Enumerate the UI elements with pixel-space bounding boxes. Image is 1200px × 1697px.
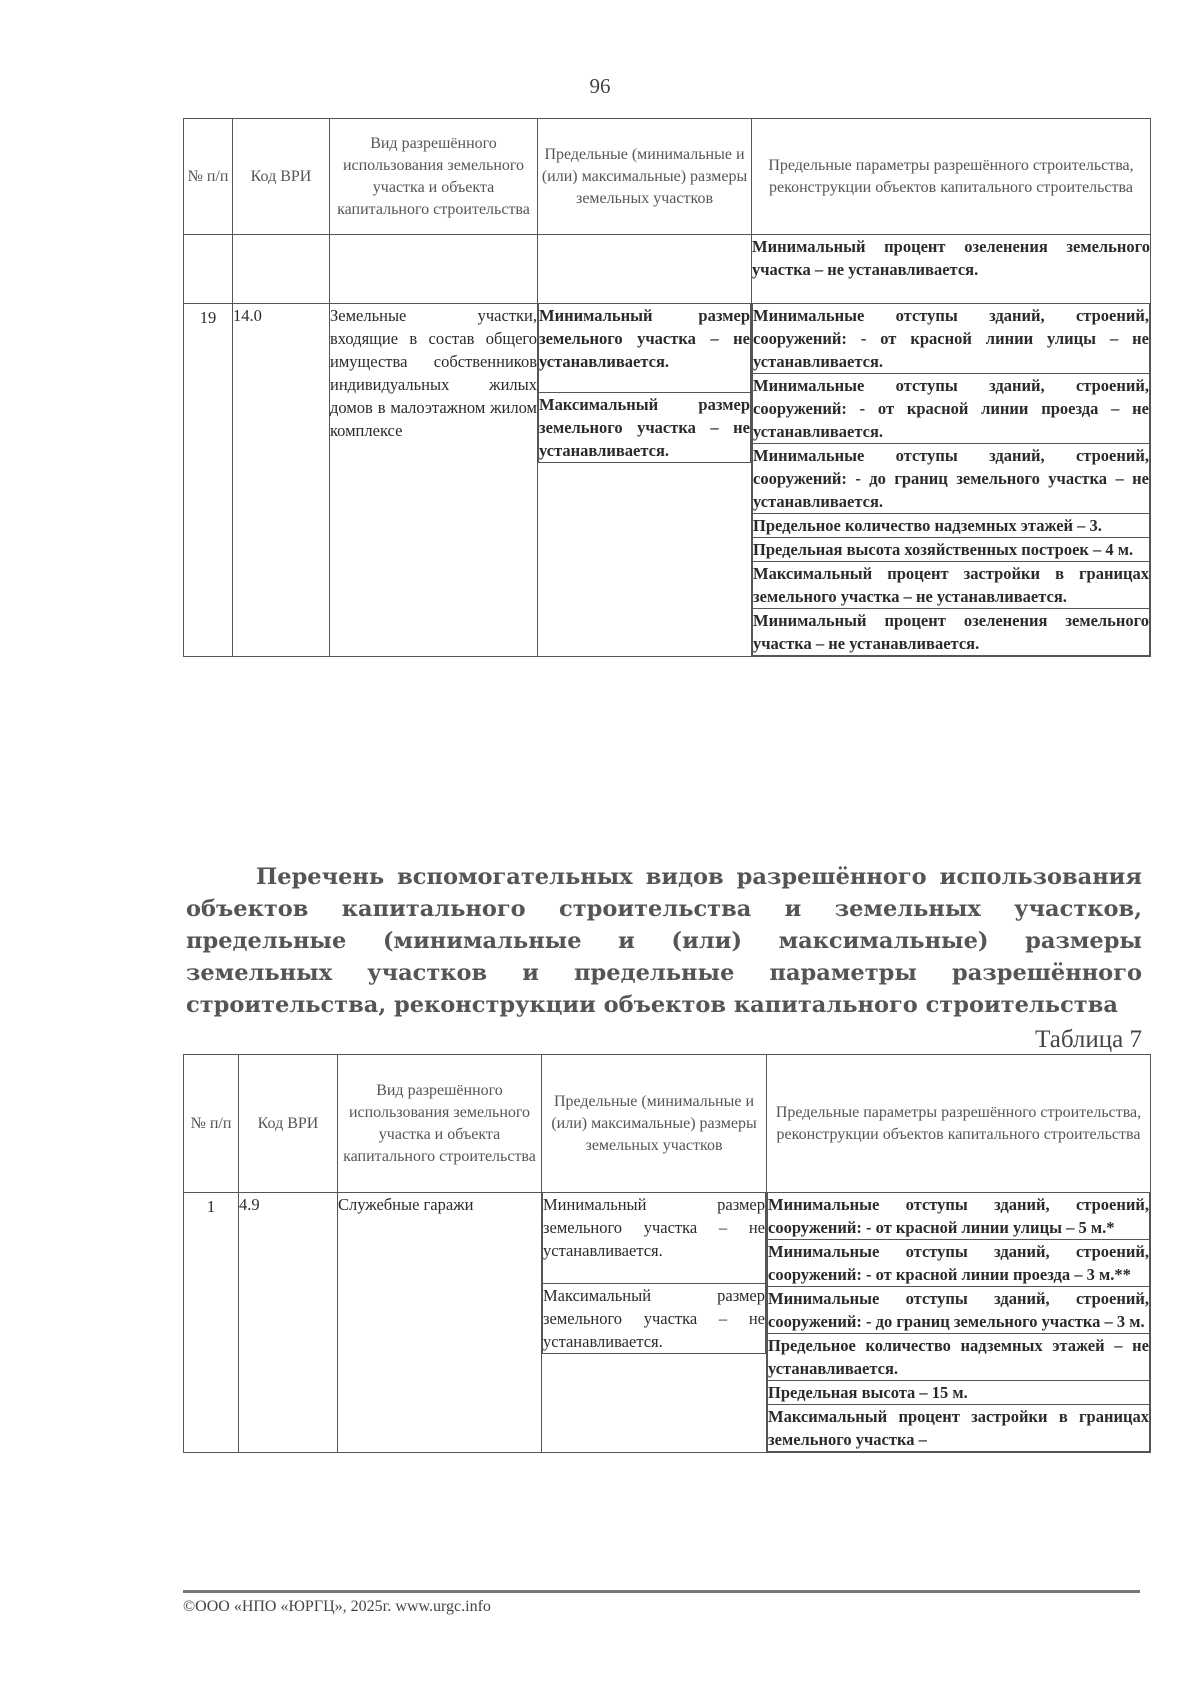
header-params: Предельные параметры разрешённого строительства, реконструкции объектов капитального строительства bbox=[752, 119, 1151, 235]
param-item: Минимальные отступы зданий, строений, сооружений: - до границ земельного участка – 3 м. bbox=[768, 1287, 1150, 1334]
header-type: Вид разрешённого использования земельного участка и объекта капитального строительства bbox=[338, 1055, 542, 1193]
param-item: Минимальные отступы зданий, строений, сооружений: - от красной линии проезда – 3 м.** bbox=[768, 1240, 1150, 1287]
header-code: Код ВРИ bbox=[239, 1055, 338, 1193]
footer-copyright: ©ООО «НПО «ЮРГЦ», 2025г. www.urgc.info bbox=[183, 1598, 491, 1615]
section-heading: Перечень вспомогательных видов разрешённого использования объектов капитального строительства и земельных участков, предельные (минимальные и (или) максимальные) размеры земельных участков и предельные параметры разрешённого строительства, реконструкции объектов капитального строительства bbox=[186, 864, 1142, 1018]
lower-table bbox=[183, 1054, 1151, 1453]
table-caption: Таблица 7 bbox=[1035, 1026, 1142, 1053]
size-min: Минимальный размер земельного участка – не устанавливается. bbox=[543, 1193, 766, 1284]
size-min: Минимальный размер земельного участка – не устанавливается. bbox=[539, 304, 751, 393]
params-subtable bbox=[767, 1193, 1150, 1452]
table-row bbox=[184, 304, 1151, 657]
header-sizes: Предельные (минимальные и (или) максимальные) размеры земельных участков bbox=[542, 1055, 767, 1193]
lower-table-header-row bbox=[184, 1055, 1151, 1193]
params-subtable bbox=[752, 304, 1150, 656]
row-type: Земельные участки, входящие в состав общего имущества собственников индивидуальных жилых домов в малоэтажном жилом комплексе bbox=[330, 304, 538, 657]
header-num: № п/п bbox=[184, 119, 233, 235]
row-num: 19 bbox=[184, 304, 233, 657]
param-item: Максимальный процент застройки в границах земельного участка – не устанавливается. bbox=[753, 562, 1150, 609]
row-code: 4.9 bbox=[239, 1193, 338, 1453]
param-item: Минимальный процент озеленения земельного участка – не устанавливается. bbox=[753, 609, 1150, 656]
param-item: Минимальные отступы зданий, строений, сооружений: - от красной линии проезда – не устанавливается. bbox=[753, 374, 1150, 444]
param-item: Предельное количество надземных этажей – 3. bbox=[753, 514, 1150, 538]
header-params: Предельные параметры разрешённого строительства, реконструкции объектов капитального строительства bbox=[767, 1055, 1151, 1193]
upper-table bbox=[183, 118, 1151, 657]
footer-divider bbox=[183, 1590, 1140, 1593]
param-item: Минимальные отступы зданий, строений, сооружений: - до границ земельного участка – не устанавливается. bbox=[753, 444, 1150, 514]
header-sizes: Предельные (минимальные и (или) максимальные) размеры земельных участков bbox=[538, 119, 752, 235]
upper-table-header-row bbox=[184, 119, 1151, 235]
table-row bbox=[184, 1193, 1151, 1453]
size-subtable bbox=[542, 1193, 766, 1354]
row-code: 14.0 bbox=[233, 304, 330, 657]
size-subtable bbox=[538, 304, 751, 463]
header-num: № п/п bbox=[184, 1055, 239, 1193]
row-type: Служебные гаражи bbox=[338, 1193, 542, 1453]
continuation-row bbox=[184, 235, 1151, 304]
param-item: Предельная высота – 15 м. bbox=[768, 1381, 1150, 1405]
row-num: 1 bbox=[184, 1193, 239, 1453]
param-item: Максимальный процент застройки в границах земельного участка – bbox=[768, 1405, 1150, 1452]
page-number: 96 bbox=[589, 74, 611, 98]
param-item: Минимальные отступы зданий, строений, сооружений: - от красной линии улицы – не устанавливается. bbox=[753, 304, 1150, 374]
continuation-param: Минимальный процент озеленения земельного участка – не устанавливается. bbox=[752, 235, 1151, 304]
header-type: Вид разрешённого использования земельного участка и объекта капитального строительства bbox=[330, 119, 538, 235]
header-code: Код ВРИ bbox=[233, 119, 330, 235]
param-item: Минимальные отступы зданий, строений, сооружений: - от красной линии улицы – 5 м.* bbox=[768, 1193, 1150, 1240]
param-item: Предельное количество надземных этажей – не устанавливается. bbox=[768, 1334, 1150, 1381]
size-max: Максимальный размер земельного участка – не устанавливается. bbox=[543, 1284, 766, 1354]
size-max: Максимальный размер земельного участка – не устанавливается. bbox=[539, 393, 751, 463]
param-item: Предельная высота хозяйственных построек – 4 м. bbox=[753, 538, 1150, 562]
